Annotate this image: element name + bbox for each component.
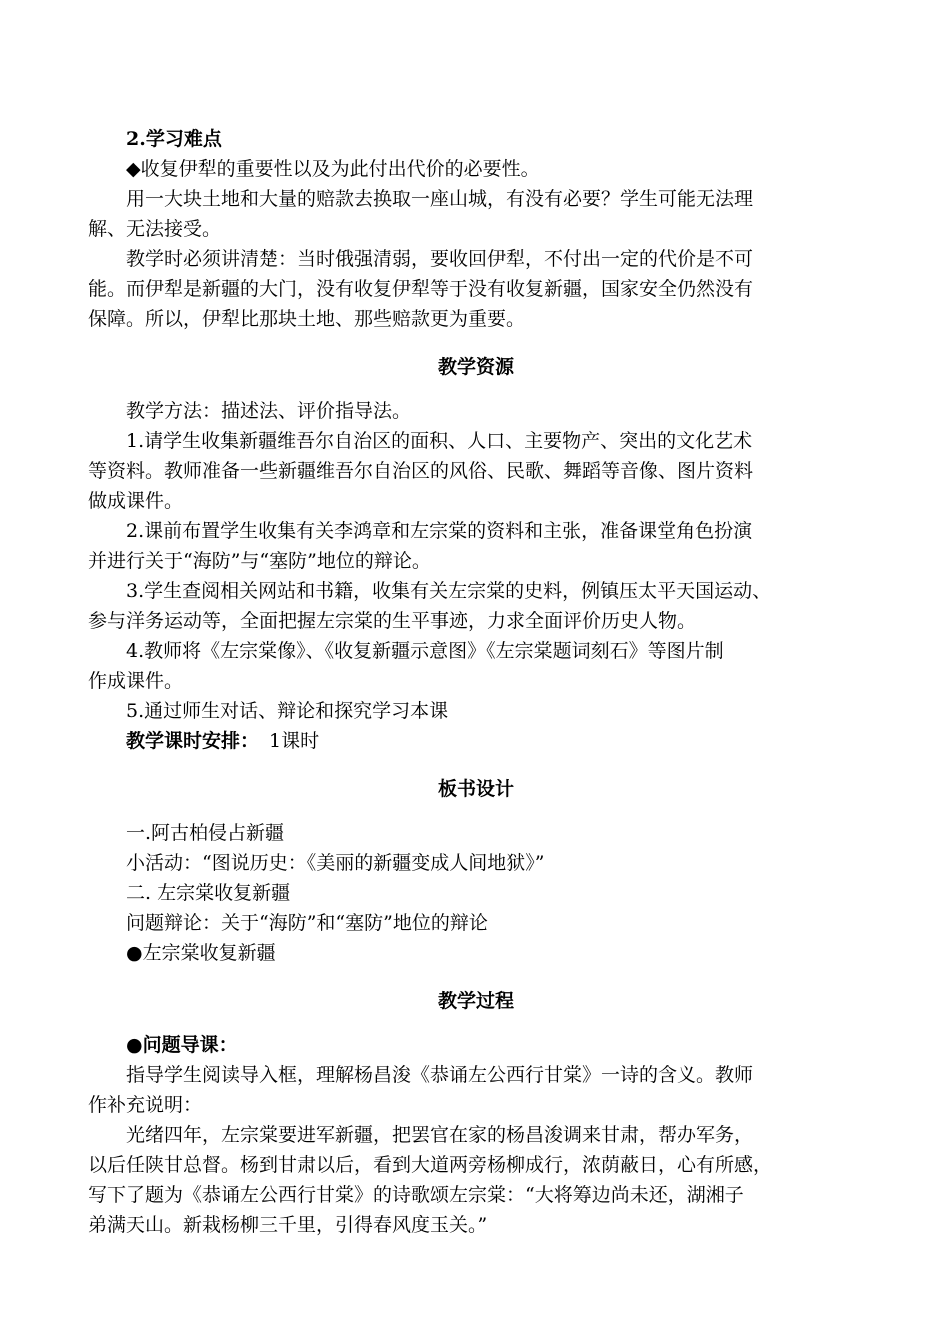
resource-1-line-1: 1.请学生收集新疆维吾尔自治区的面积、人口、主要物产、突出的文化艺术 xyxy=(126,430,753,452)
schedule-value: 1课时 xyxy=(269,730,320,752)
resource-1-line-2: 等资料。教师准备一些新疆维吾尔自治区的风俗、民歌、舞蹈等音像、图片资料 xyxy=(88,460,754,482)
board-item-1: 一.阿古柏侵占新疆 xyxy=(126,822,285,844)
intro-paragraph-2-line-4: 弟满天山。新栽杨柳三千里，引得春风度玉关。” xyxy=(88,1214,488,1236)
intro-paragraph-1-line-1: 指导学生阅读导入框，理解杨昌浚《恭诵左公西行甘棠》一诗的含义。教师 xyxy=(126,1064,754,1086)
resource-3-line-2: 参与洋务运动等，全面把握左宗棠的生平事迹，力求全面评价历史人物。 xyxy=(88,610,697,632)
difficulty-heading: 2.学习难点 xyxy=(126,128,222,150)
intro-paragraph-2-line-2: 以后任陕甘总督。杨到甘肃以后，看到大道两旁杨柳成行，浓荫蔽日，心有所感， xyxy=(88,1154,773,1176)
board-item-4: 问题辩论：关于“海防”和“塞防”地位的辩论 xyxy=(126,912,488,934)
difficulty-paragraph-2-line-2: 能。而伊犁是新疆的大门，没有收复伊犁等于没有收复新疆，国家安全仍然没有 xyxy=(88,278,754,300)
resource-3-line-1: 3.学生查阅相关网站和书籍，收集有关左宗棠的史料，例镇压太平天国运动、 xyxy=(126,580,772,602)
document-body xyxy=(88,124,864,1240)
resource-1-line-3: 做成课件。 xyxy=(88,490,184,512)
schedule-label: 教学课时安排： xyxy=(126,730,260,752)
intro-paragraph-2-line-3: 写下了题为《恭诵左公西行甘棠》的诗歌颂左宗棠：“大将筹边尚未还，湖湘子 xyxy=(88,1184,744,1206)
board-item-3: 二. 左宗棠收复新疆 xyxy=(126,882,291,904)
resource-2-line-1: 2.课前布置学生收集有关李鸿章和左宗棠的资料和主张，准备课堂角色扮演 xyxy=(126,520,753,542)
difficulty-paragraph-1-line-2: 解、无法接受。 xyxy=(88,218,222,240)
resource-5: 5.通过师生对话、辩论和探究学习本课 xyxy=(126,700,449,722)
resource-2-line-2: 并进行关于“海防”与“塞防”地位的辩论。 xyxy=(88,550,431,572)
difficulty-paragraph-2-line-1: 教学时必须讲清楚：当时俄强清弱，要收回伊犁，不付出一定的代价是不可 xyxy=(126,248,754,270)
difficulty-paragraph-2-line-3: 保障。所以，伊犁比那块土地、那些赔款更为重要。 xyxy=(88,308,526,330)
board-item-2: 小活动：“图说历史：《美丽的新疆变成人间地狱》” xyxy=(126,852,545,874)
board-item-5: ●左宗棠收复新疆 xyxy=(126,942,276,964)
resources-heading: 教学资源 xyxy=(437,356,514,378)
intro-label: ●问题导课： xyxy=(126,1034,238,1056)
resource-4-line-1: 4.教师将《左宗棠像》、《收复新疆示意图》《左宗棠题词刻石》等图片制 xyxy=(126,640,724,662)
intro-paragraph-2-line-1: 光绪四年，左宗棠要进军新疆，把罢官在家的杨昌浚调来甘肃，帮办军务， xyxy=(126,1124,754,1146)
schedule-line xyxy=(88,726,864,756)
intro-paragraph-1-line-2: 作补充说明： xyxy=(88,1094,203,1116)
teaching-process-heading: 教学过程 xyxy=(437,990,514,1012)
board-design-heading: 板书设计 xyxy=(437,778,514,800)
difficulty-paragraph-1-line-1: 用一大块土地和大量的赔款去换取一座山城，有没有必要？学生可能无法理 xyxy=(126,188,754,210)
difficulty-bullet: ◆收复伊犁的重要性以及为此付出代价的必要性。 xyxy=(126,158,540,180)
teaching-method: 教学方法：描述法、评价指导法。 xyxy=(126,400,412,422)
resource-4-line-2: 作成课件。 xyxy=(88,670,184,692)
